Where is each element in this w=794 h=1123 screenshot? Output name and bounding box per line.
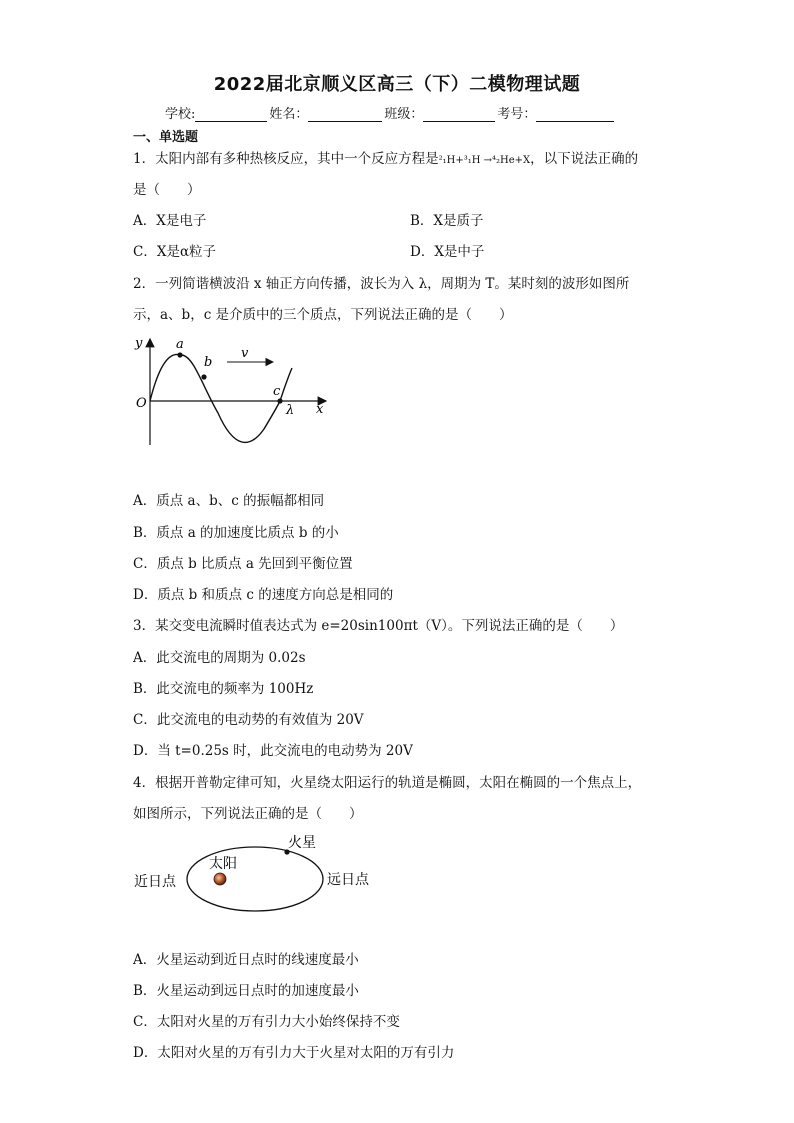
q3-option-c[interactable]: C．此交流电的电动势的有效值为 20V [133,712,364,728]
q3-option-d[interactable]: D．当 t=0.25s 时，此交流电的电动势为 20V [133,743,413,759]
orbit-ellipse [187,847,323,911]
q2-option-d[interactable]: D．质点 b 和质点 c 的速度方向总是相同的 [133,587,394,603]
q3-option-a[interactable]: A．此交流电的周期为 0.02s [133,650,306,666]
class-blank[interactable] [423,107,495,122]
q2-option-c[interactable]: C．质点 b 比质点 a 先回到平衡位置 [133,556,353,572]
point-c [277,398,282,403]
mars-label: 火星 [288,835,316,851]
q4-stem-line1: 4．根据开普勒定律可知，火星绕太阳运行的轨道是椭圆，太阳在椭圆的一个焦点上， [133,775,642,791]
student-info-line [165,103,616,122]
wave-curve [150,354,295,442]
q1-stem-prefix: 1．太阳内部有多种热核反应，其中一个反应方程是 [133,151,439,167]
y-label: y [135,336,143,351]
class-label: 班级： [384,107,424,122]
label-c: c [273,384,281,399]
q1-option-a[interactable]: A．X是电子 [133,213,207,229]
aphelion-label: 远日点 [327,872,369,888]
q4-option-b[interactable]: B．火星运动到远日点时的加速度最小 [133,983,359,999]
q1-option-d[interactable]: D．X是中子 [410,244,485,260]
q2-option-a[interactable]: A．质点 a、b、c 的振幅都相同 [133,493,325,509]
sun-icon [214,873,226,885]
school-label: 学校: [165,107,196,122]
label-lambda: λ [286,403,295,418]
name-label: 姓名： [269,107,309,122]
orbit-figure [130,830,390,915]
q4-option-d[interactable]: D．太阳对火星的万有引力大于火星对太阳的万有引力 [133,1045,455,1061]
origin-label: O [136,396,147,411]
q4-option-c[interactable]: C．太阳对火星的万有引力大小始终保持不变 [133,1014,400,1030]
label-v: v [241,346,249,361]
q4-option-a[interactable]: A．火星运动到近日点时的线速度最小 [133,952,359,968]
point-a [177,352,182,357]
school-blank[interactable] [195,107,267,122]
q2-stem-line2: 示，a、b，c 是介质中的三个质点，下列说法正确的是（ ） [133,307,513,323]
q1-option-b[interactable]: B．X是质子 [410,213,484,229]
q1-stem-line1 [133,150,638,170]
q3-option-b[interactable]: B．此交流电的频率为 100Hz [133,681,314,697]
q2-stem-line1: 2．一列简谐横波沿 x 轴正方向传播，波长为入 λ，周期为 T。某时刻的波形如图所 [133,276,630,292]
label-b: b [204,355,213,370]
exam-no-blank[interactable] [536,107,614,122]
q3-stem: 3．某交变电流瞬时值表达式为 e=20sin100πt（V）。下列说法正确的是（ ） [133,618,624,634]
x-label: x [316,402,324,417]
section-heading: 一、单选题 [133,130,199,145]
page-title: 2022届北京顺义区高三（下）二模物理试题 [213,74,581,95]
perihelion-label: 近日点 [134,874,176,890]
point-b [201,374,206,379]
q2-option-b[interactable]: B．质点 a 的加速度比质点 b 的小 [133,525,339,541]
label-a: a [176,337,184,352]
name-blank[interactable] [308,107,382,122]
q1-stem-suffix: ，以下说法正确的 [530,151,639,167]
wave-figure [130,333,340,453]
exam-no-label: 考号： [497,107,537,122]
sun-label: 太阳 [209,856,237,872]
q1-formula: ²₁H+³₁H →⁴₂He+X [438,155,531,166]
q1-stem-line2: 是（ ） [133,182,201,198]
q1-option-c[interactable]: C．X是α粒子 [133,244,217,260]
q4-stem-line2: 如图所示，下列说法正确的是（ ） [133,806,363,822]
